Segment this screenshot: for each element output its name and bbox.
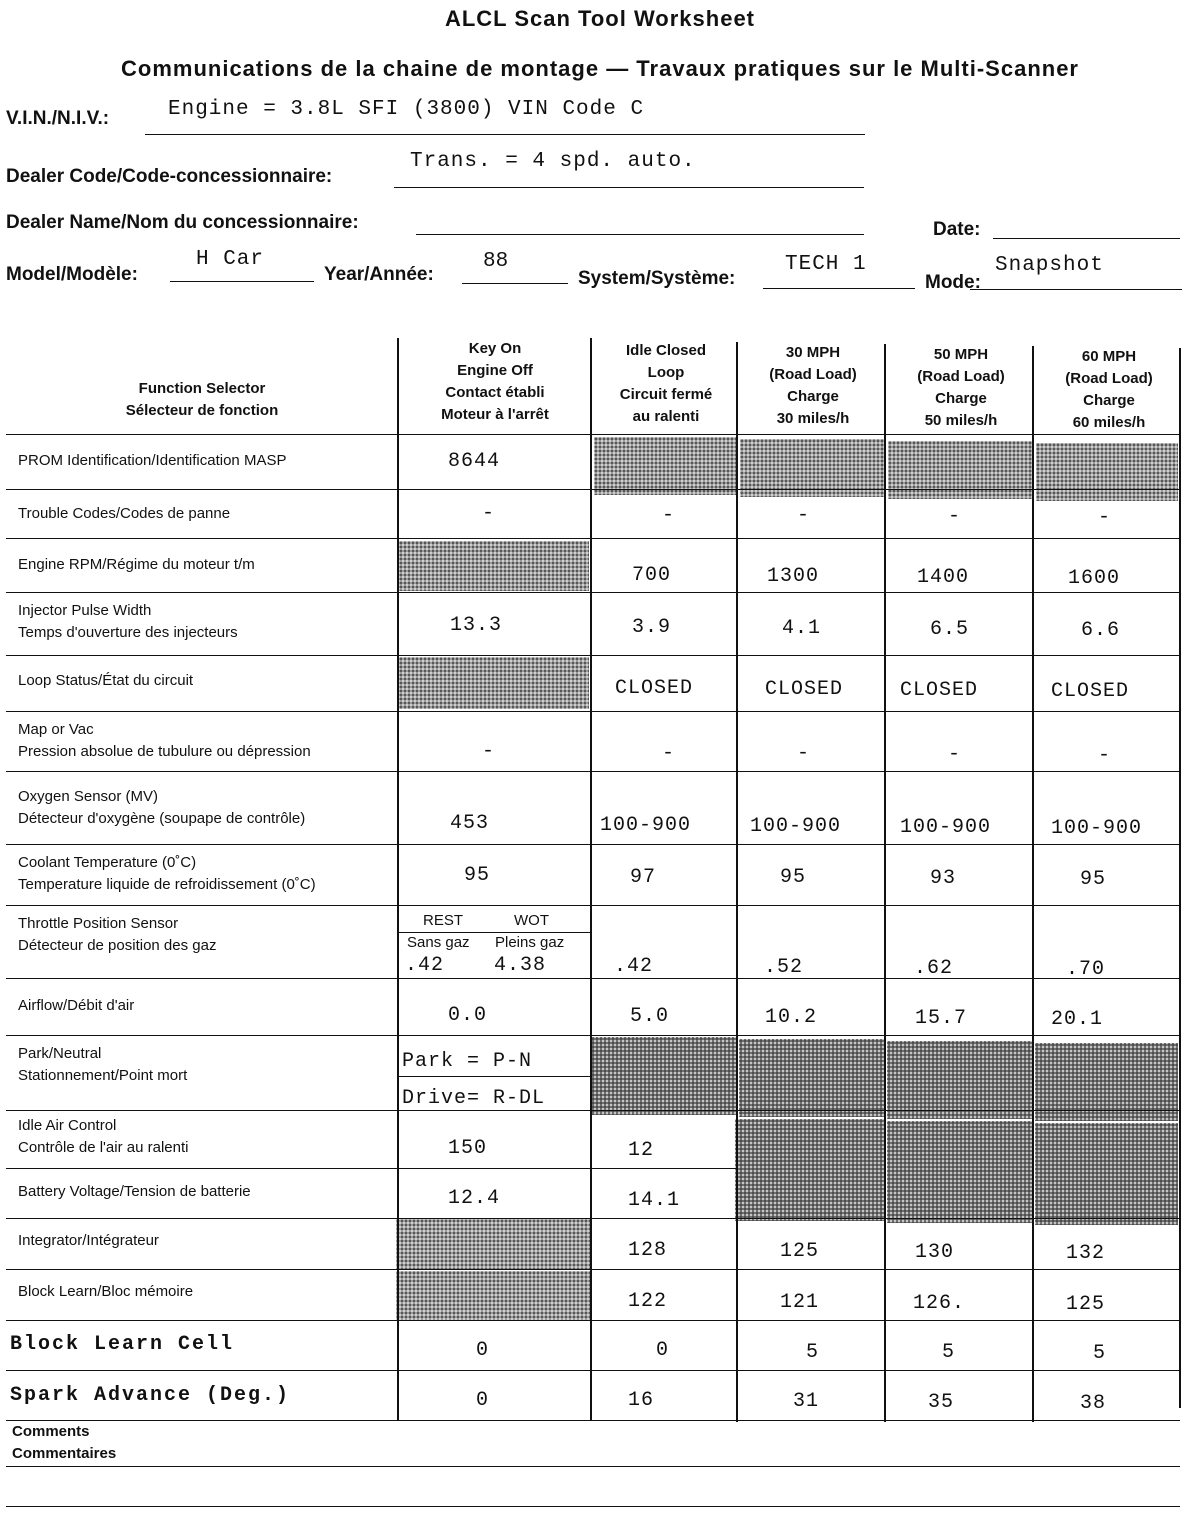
- row-label-integrator: Integrator/Intégrateur: [18, 1232, 159, 1249]
- value-cell: 5: [942, 1341, 956, 1364]
- row-label-tps: Throttle Position Sensor Détecteur de position des gaz: [18, 915, 217, 954]
- tps-rest-value: .42: [405, 954, 445, 977]
- value-cell: CLOSED: [615, 677, 694, 700]
- row-label-spark-advance: Spark Advance (Deg.): [10, 1384, 291, 1407]
- model-label: Model/Modèle:: [6, 264, 138, 285]
- value-cell: -: [1098, 506, 1112, 529]
- value-cell: 126.: [913, 1292, 966, 1315]
- value-cell: 95: [1080, 868, 1107, 891]
- value-cell: 6.6: [1081, 619, 1121, 642]
- mode-label: Mode:: [925, 272, 981, 293]
- vin-line: [145, 134, 865, 135]
- grid-vline: [1032, 346, 1034, 1422]
- value-cell: 3.9: [632, 616, 672, 639]
- value-cell: 100-900: [1051, 817, 1143, 840]
- shaded-cell: [735, 1119, 885, 1221]
- value-cell: 125: [780, 1240, 820, 1263]
- value-cell: 12: [628, 1139, 655, 1162]
- grid-hline: [6, 1168, 736, 1169]
- value-cell: -: [948, 505, 962, 528]
- value-cell: 31: [793, 1390, 820, 1413]
- value-cell: -: [662, 504, 676, 527]
- grid-hline: [6, 771, 1180, 772]
- value-cell: CLOSED: [765, 678, 844, 701]
- value-cell: 100-900: [900, 816, 992, 839]
- grid-hline: [6, 489, 1180, 490]
- value-cell: 8644: [448, 450, 501, 473]
- value-cell: .52: [764, 956, 804, 979]
- value-cell: 150: [448, 1137, 488, 1160]
- value-cell: -: [482, 502, 496, 525]
- year-label: Year/Année:: [324, 264, 434, 285]
- value-cell: 16: [628, 1389, 655, 1412]
- value-cell: 5: [806, 1341, 820, 1364]
- value-cell: 20.1: [1051, 1008, 1104, 1031]
- grid-hline: [6, 1218, 1180, 1219]
- grid-vline: [590, 338, 592, 1420]
- value-cell: 453: [450, 812, 490, 835]
- grid-hline: [6, 1035, 1180, 1036]
- grid-hline: [6, 905, 1180, 906]
- value-cell: 5.0: [630, 1005, 670, 1028]
- value-cell: 95: [780, 866, 807, 889]
- model-value: H Car: [196, 248, 265, 271]
- value-cell: 0: [476, 1339, 490, 1362]
- grid-hline: [6, 592, 1180, 593]
- drive-value: Drive= R-DL: [402, 1087, 546, 1110]
- vin-label: V.I.N./N.I.V.:: [6, 108, 110, 129]
- value-cell: 1400: [917, 566, 970, 589]
- year-line: [462, 283, 568, 284]
- row-label-battery: Battery Voltage/Tension de batterie: [18, 1183, 251, 1200]
- tps-rest-label: REST: [423, 912, 464, 929]
- grid-hline: [6, 1269, 1180, 1270]
- row-label-block-learn: Block Learn/Bloc mémoire: [18, 1283, 194, 1300]
- value-cell: 4.1: [782, 617, 822, 640]
- value-cell: 1300: [767, 565, 820, 588]
- grid-hline: [6, 434, 1180, 435]
- value-cell: -: [797, 504, 811, 527]
- grid-hline: [6, 978, 1180, 979]
- row-label-oxygen: Oxygen Sensor (MV) Détecteur d'oxygène (soupape de contrôle): [18, 788, 306, 827]
- grid-hline: [6, 1420, 1180, 1421]
- shaded-cell: [399, 657, 589, 709]
- value-cell: CLOSED: [900, 679, 979, 702]
- value-cell: 5: [1093, 1342, 1107, 1365]
- value-cell: 1600: [1068, 567, 1121, 590]
- dealer-name-line: [416, 234, 864, 235]
- row-label-prom: PROM Identification/Identification MASP: [18, 452, 287, 469]
- value-cell: -: [948, 743, 962, 766]
- value-cell: 14.1: [628, 1189, 681, 1212]
- grid-hline: [6, 1320, 1180, 1321]
- tps-rest-fr: Sans gaz: [407, 934, 470, 951]
- value-cell: -: [662, 742, 676, 765]
- worksheet-subtitle: Communications de la chaine de montage — Travaux pratiques sur le Multi-Scanner: [121, 56, 1079, 81]
- tps-wot-label: WOT: [514, 912, 549, 929]
- system-value: TECH 1: [785, 253, 867, 276]
- park-value: Park = P-N: [402, 1050, 533, 1073]
- value-cell: .42: [614, 955, 654, 978]
- grid-vline: [884, 344, 886, 1422]
- value-cell: 130: [915, 1241, 955, 1264]
- shaded-cell: [396, 1219, 590, 1269]
- shaded-cell: [591, 1037, 737, 1115]
- value-cell: 15.7: [915, 1007, 968, 1030]
- value-cell: .62: [914, 957, 954, 980]
- value-cell: -: [797, 742, 811, 765]
- dealer-code-value: Trans. = 4 spd. auto.: [410, 150, 696, 173]
- comments-label: Comments: [12, 1423, 90, 1440]
- date-label: Date:: [933, 219, 981, 240]
- shaded-cell: [888, 441, 1032, 499]
- mode-value: Snapshot: [995, 254, 1104, 277]
- value-cell: 10.2: [765, 1006, 818, 1029]
- col-header-30mph: 30 MPH (Road Load) Charge 30 miles/h: [769, 344, 857, 427]
- grid-vline: [736, 342, 738, 1422]
- system-line: [763, 288, 915, 289]
- col-header-key-on: Key On Engine Off Contact établi Moteur à l'arrêt: [441, 340, 549, 423]
- value-cell: 6.5: [930, 618, 970, 641]
- value-cell: 0: [476, 1389, 490, 1412]
- row-label-park-neutral: Park/Neutral Stationnement/Point mort: [18, 1045, 188, 1084]
- value-cell: 12.4: [448, 1187, 501, 1210]
- shaded-cell: [887, 1041, 1033, 1119]
- grid-hline: [6, 1110, 1180, 1111]
- value-cell: .70: [1066, 958, 1106, 981]
- value-cell: 0: [656, 1339, 670, 1362]
- row-label-block-learn-cell: Block Learn Cell: [10, 1333, 235, 1356]
- grid-hline: [6, 1370, 1180, 1371]
- row-label-airflow: Airflow/Débit d'air: [18, 997, 135, 1014]
- value-cell: 128: [628, 1239, 668, 1262]
- row-label-loop-status: Loop Status/État du circuit: [18, 672, 194, 689]
- value-cell: 35: [928, 1391, 955, 1414]
- dealer-code-line: [394, 187, 864, 188]
- value-cell: 125: [1066, 1293, 1106, 1316]
- shaded-cell: [1036, 443, 1178, 501]
- grid-hline: [398, 1076, 590, 1077]
- value-cell: 38: [1080, 1392, 1107, 1415]
- dealer-name-label: Dealer Name/Nom du concessionnaire:: [6, 212, 359, 233]
- value-cell: 97: [630, 866, 657, 889]
- tps-wot-fr: Pleins gaz: [495, 934, 565, 951]
- year-value: 88: [483, 250, 509, 273]
- grid-vline: [1179, 348, 1181, 1408]
- value-cell: 95: [464, 864, 491, 887]
- model-line: [170, 281, 314, 282]
- value-cell: 100-900: [600, 814, 692, 837]
- shaded-cell: [594, 437, 736, 495]
- col-header-60mph: 60 MPH (Road Load) Charge 60 miles/h: [1065, 348, 1153, 431]
- grid-hline: [6, 711, 1180, 712]
- grid-hline: [6, 655, 1180, 656]
- system-label: System/Système:: [578, 268, 736, 289]
- value-cell: 93: [930, 867, 957, 890]
- value-cell: 700: [632, 564, 672, 587]
- value-cell: CLOSED: [1051, 680, 1130, 703]
- worksheet-title: ALCL Scan Tool Worksheet: [444, 6, 756, 31]
- mode-line: [970, 289, 1182, 290]
- value-cell: 0.0: [448, 1004, 488, 1027]
- shaded-cell: [1035, 1123, 1178, 1225]
- shaded-cell: [399, 541, 589, 591]
- date-line: [993, 238, 1180, 239]
- shaded-cell: [887, 1121, 1033, 1223]
- row-label-iac: Idle Air Control Contrôle de l'air au ralenti: [18, 1117, 189, 1156]
- row-label-injector: Injector Pulse Width Temps d'ouverture des injecteurs: [18, 602, 238, 641]
- comments-label-fr: Commentaires: [12, 1445, 117, 1462]
- vin-value: Engine = 3.8L SFI (3800) VIN Code C: [168, 98, 645, 121]
- col-header-idle: Idle Closed Loop Circuit fermé au ralenti: [619, 342, 713, 425]
- comment-line: [6, 1506, 1180, 1507]
- row-label-map-vac: Map or Vac Pression absolue de tubulure ou dépression: [18, 721, 311, 760]
- shaded-cell: [739, 1039, 885, 1117]
- value-cell: 132: [1066, 1242, 1106, 1265]
- value-cell: 13.3: [450, 614, 503, 637]
- grid-hline: [398, 932, 590, 933]
- grid-hline: [6, 538, 1180, 539]
- function-selector-header: Function Selector Sélecteur de fonction: [125, 380, 279, 419]
- row-label-trouble-codes: Trouble Codes/Codes de panne: [18, 505, 231, 522]
- grid-hline: [6, 844, 1180, 845]
- value-cell: 122: [628, 1290, 668, 1313]
- dealer-code-label: Dealer Code/Code-concessionnaire:: [6, 166, 333, 187]
- value-cell: 121: [780, 1291, 820, 1314]
- col-header-50mph: 50 MPH (Road Load) Charge 50 miles/h: [917, 346, 1005, 429]
- tps-wot-value: 4.38: [494, 954, 547, 977]
- row-label-engine-rpm: Engine RPM/Régime du moteur t/m: [18, 556, 255, 573]
- shaded-cell: [396, 1271, 590, 1321]
- value-cell: -: [1098, 744, 1112, 767]
- comment-line: [6, 1466, 1180, 1467]
- value-cell: 100-900: [750, 815, 842, 838]
- value-cell: -: [482, 740, 496, 763]
- row-label-coolant: Coolant Temperature (0˚C) Temperature liquide de refroidissement (0˚C): [18, 854, 316, 893]
- grid-vline: [397, 338, 399, 1420]
